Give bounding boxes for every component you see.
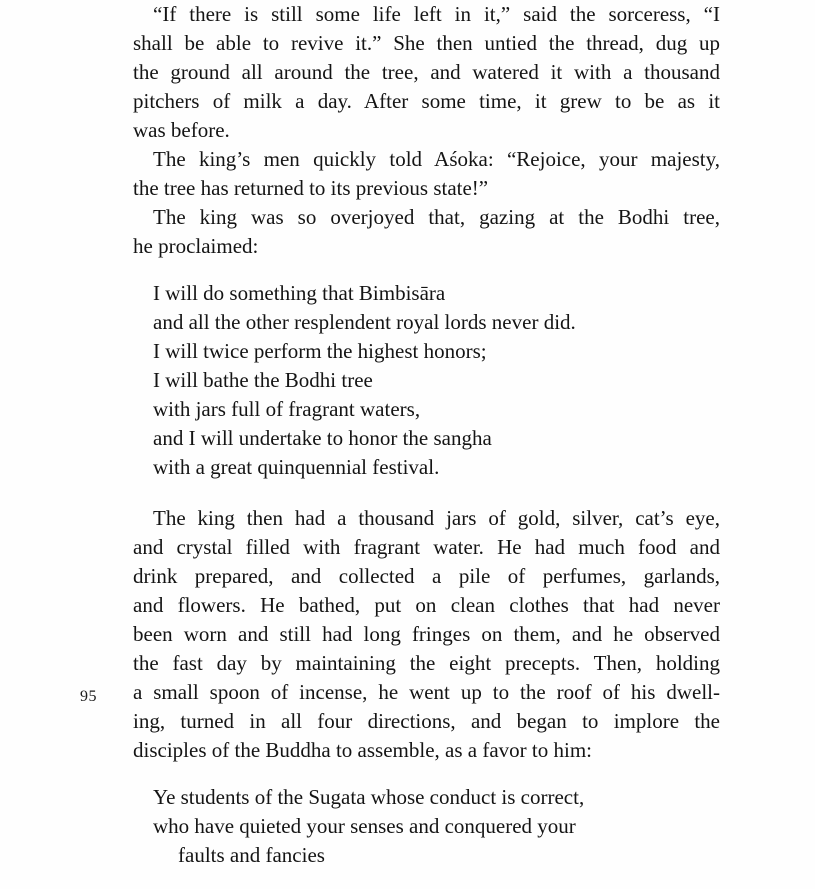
text-line: drink prepared, and collected a pile of perfumes, garlands, <box>133 564 720 588</box>
text-line: been worn and still had long fringes on them, and he observed <box>133 622 720 646</box>
text-column <box>133 0 720 889</box>
text-line: I will do something that Bimbisāra <box>153 281 446 305</box>
text-line: with a great quinquennial festival. <box>153 455 440 479</box>
verse-block <box>133 783 720 870</box>
verse-block <box>133 279 720 482</box>
paragraph <box>133 504 720 765</box>
text-line: the tree has returned to its previous state!” <box>133 176 489 200</box>
text-line: and flowers. He bathed, put on clean clothes that had never <box>133 593 720 617</box>
text-line: ing, turned in all four directions, and began to implore the <box>133 709 720 733</box>
text-line: shall be able to revive it.” She then untied the thread, dug up <box>133 31 720 55</box>
text-line: faults and fancies <box>178 843 325 867</box>
text-line: “If there is still some life left in it,” said the sorceress, “I <box>153 2 720 26</box>
text-line: and crystal filled with fragrant water. He had much food and <box>133 535 720 559</box>
text-line: pitchers of milk a day. After some time, it grew to be as it <box>133 89 720 113</box>
text-line: disciples of the Buddha to assemble, as a favor to him: <box>133 738 592 762</box>
text-line: he proclaimed: <box>133 234 259 258</box>
text-line: I will twice perform the highest honors; <box>153 339 487 363</box>
text-line: with jars full of fragrant waters, <box>153 397 421 421</box>
text-line: who have quieted your senses and conquered your <box>153 814 576 838</box>
text-line: The king was so overjoyed that, gazing at the Bodhi tree, <box>153 205 720 229</box>
text-line: and all the other resplendent royal lords never did. <box>153 310 576 334</box>
paragraph <box>133 145 720 203</box>
paragraph <box>133 0 720 145</box>
text-line: was before. <box>133 118 230 142</box>
margin-page-number: 95 <box>80 688 97 705</box>
text-line: The king then had a thousand jars of gold, silver, cat’s eye, <box>153 506 720 530</box>
text-line: I will bathe the Bodhi tree <box>153 368 373 392</box>
text-line: the ground all around the tree, and watered it with a thousand <box>133 60 720 84</box>
text-line: Ye students of the Sugata whose conduct is correct, <box>153 785 585 809</box>
text-line: and I will undertake to honor the sangha <box>153 426 492 450</box>
text-line: The king’s men quickly told Aśoka: “Rejoice, your majesty, <box>153 147 720 171</box>
text-line: the fast day by maintaining the eight precepts. Then, holding <box>133 651 720 675</box>
text-line: a small spoon of incense, he went up to the roof of his dwell- <box>133 680 720 704</box>
paragraph <box>133 203 720 261</box>
